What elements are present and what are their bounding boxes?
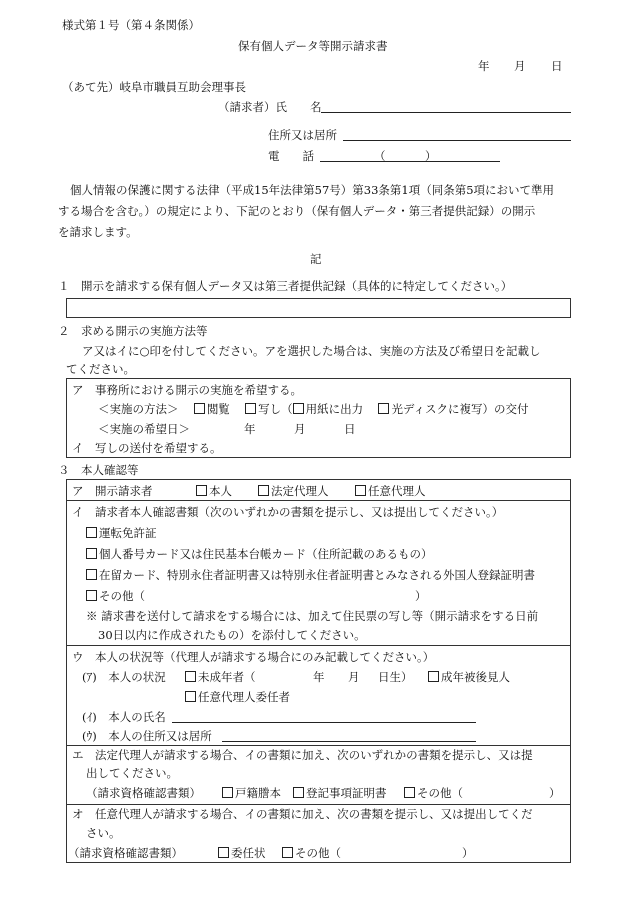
hope-year: 年	[244, 422, 256, 436]
doc-option-license[interactable]: 運転免許証	[86, 526, 157, 540]
page-title: 保有個人データ等開示請求書	[238, 39, 388, 53]
section2-option-a[interactable]: ア 事務所における開示の実施を希望する。	[72, 383, 302, 397]
voluntary-doc-other-close: ）	[462, 846, 474, 860]
checkbox-paper[interactable]	[293, 403, 304, 414]
section1-title: １ 開示を請求する保有個人データ又は第三者提供記録（具体的に特定してください。）	[58, 279, 513, 293]
hope-day: 日	[344, 422, 356, 436]
doc-option-residence[interactable]: 在留カード、特別永住者証明書又は特別永住者証明書とみなされる外国人登録証明書	[86, 568, 535, 582]
person-status-label: ウ 本人の状況等（代理人が請求する場合にのみ記載してください。）	[72, 650, 435, 664]
date-year-label: 年	[478, 59, 490, 73]
checkbox-ward[interactable]	[428, 671, 439, 682]
requester-phone-label: 電 話	[268, 149, 314, 163]
divider	[66, 804, 571, 805]
requester-phone-field[interactable]	[320, 148, 500, 162]
opt-paper-label: 用紙に出力	[305, 402, 364, 416]
checkbox-doc-other[interactable]	[86, 590, 97, 601]
legal-agent-note-2: 出してください。	[86, 766, 178, 780]
legal-doc-other-close: ）	[549, 786, 561, 800]
voluntary-agent-note-2: さい。	[86, 826, 121, 840]
divider	[66, 500, 571, 501]
id-docs-label: イ 請求者本人確認書類（次のいずれかの書類を提示し、又は提出してください。）	[72, 505, 504, 519]
checkbox-power-of-attorney[interactable]	[218, 847, 229, 858]
mail-note-1: ※ 請求書を送付して請求をする場合には、加えて住民票の写し等（開示請求をする日前	[86, 609, 539, 623]
birth-month: 月	[348, 670, 360, 684]
method-row	[98, 402, 529, 416]
requester-type-opt-voluntary[interactable]: 任意代理人	[355, 484, 426, 498]
checkbox-minor[interactable]	[185, 671, 196, 682]
doc-other-close: ）	[415, 589, 427, 603]
phone-paren-close: ）	[425, 149, 437, 163]
mail-note-2: 30日以内に作成されたもの）を添付してください。	[98, 628, 366, 642]
date-label: ＜実施の希望日＞	[98, 422, 190, 436]
divider	[66, 745, 571, 746]
hope-month: 月	[294, 422, 306, 436]
checkbox-legal-other[interactable]	[404, 787, 415, 798]
legal-doc-other[interactable]: その他（	[404, 786, 463, 800]
checkbox-legal-agent[interactable]	[258, 485, 269, 496]
legal-doc-registry[interactable]: 登記事項証明書	[293, 786, 387, 800]
checkbox-registry[interactable]	[293, 787, 304, 798]
doc-option-other[interactable]: その他（	[86, 589, 145, 603]
checkbox-self[interactable]	[196, 485, 207, 496]
doc-option-mynumber[interactable]: 個人番号カード又は住民基本台帳カード（住所記載のあるもの）	[86, 547, 433, 561]
requester-name-label: （請求者）氏 名	[218, 100, 322, 114]
person-name-label: (ｲ) 本人の氏名	[82, 710, 166, 724]
requester-address-label: 住所又は居所	[268, 128, 337, 142]
requester-name-field[interactable]	[321, 99, 571, 113]
section2-desc-1: ア又はイに○印を付してください。アを選択した場合は、実施の方法及び希望日を記載し	[82, 344, 541, 358]
person-address-field[interactable]	[222, 728, 476, 742]
section2-option-i[interactable]: イ 写しの送付を希望する。	[72, 441, 222, 455]
date-month-label: 月	[514, 59, 526, 73]
voluntary-doc-poa[interactable]: 委任状	[218, 846, 266, 860]
requester-type-opt-legal[interactable]: 法定代理人	[258, 484, 329, 498]
checkbox-koseki[interactable]	[222, 787, 233, 798]
checkbox-residence[interactable]	[86, 569, 97, 580]
voluntary-agent-note-1: オ 任意代理人が請求する場合、イの書類に加え、次の書類を提示し、又は提出してくだ	[72, 807, 533, 821]
opt-copy-label: 写し（	[258, 402, 293, 416]
status-ward-option[interactable]: 成年被後見人	[428, 670, 510, 684]
divider	[66, 645, 571, 646]
section2-title: ２ 求める開示の実施方法等	[58, 324, 208, 338]
person-address-label: (ｳ) 本人の住所又は居所	[82, 729, 212, 743]
person-status-sub-label: (ｱ) 本人の状況	[82, 670, 166, 684]
checkbox-mynumber[interactable]	[86, 548, 97, 559]
birth-year: 年	[313, 670, 325, 684]
voluntary-docs-label: （請求資格確認書類）	[68, 846, 183, 860]
status-minor-option[interactable]: 未成年者（	[185, 670, 256, 684]
addressee: （あて先）岐阜市職員互助会理事長	[62, 80, 246, 94]
legal-docs-label: （請求資格確認書類）	[86, 786, 201, 800]
section1-input-box[interactable]	[66, 298, 571, 318]
section2-desc-2: てください。	[66, 362, 135, 376]
section3-title: ３ 本人確認等	[58, 463, 139, 477]
voluntary-doc-other[interactable]: その他（	[282, 846, 341, 860]
checkbox-principal[interactable]	[185, 691, 196, 702]
method-label: ＜実施の方法＞	[98, 402, 179, 416]
checkbox-voluntary-agent[interactable]	[355, 485, 366, 496]
requester-type-label: ア 開示請求者	[72, 484, 153, 498]
checkbox-view[interactable]	[194, 403, 205, 414]
opt-disc-label: 光ディスクに複写）の交付	[391, 402, 529, 416]
intro-line-3: を請求します。	[58, 225, 138, 239]
legal-doc-koseki[interactable]: 戸籍謄本	[222, 786, 281, 800]
checkbox-voluntary-other[interactable]	[282, 847, 293, 858]
intro-line-2: する場合を含む。）の規定により、下記のとおり（保有個人データ・第三者提供記録）の開示	[58, 204, 536, 218]
checkbox-license[interactable]	[86, 527, 97, 538]
phone-paren-open: （	[374, 149, 386, 163]
opt-view-label: 閲覧	[206, 402, 230, 416]
form-number: 様式第１号（第４条関係）	[62, 18, 200, 32]
checkbox-copy[interactable]	[245, 403, 256, 414]
intro-line-1: 個人情報の保護に関する法律（平成15年法律第57号）第33条第1項（同条第5項において準用	[70, 183, 555, 197]
person-name-field[interactable]	[172, 709, 476, 723]
requester-type-opt-self[interactable]: 本人	[196, 484, 232, 498]
date-day-label: 日	[551, 59, 563, 73]
checkbox-disc[interactable]	[378, 403, 389, 414]
ki-heading: 記	[310, 252, 322, 266]
legal-agent-note-1: エ 法定代理人が請求する場合、イの書類に加え、次のいずれかの書類を提示し、又は提	[72, 748, 533, 762]
status-principal-option[interactable]: 任意代理人委任者	[185, 690, 290, 704]
requester-address-field[interactable]	[343, 127, 571, 141]
birth-day: 日生）	[378, 670, 413, 684]
